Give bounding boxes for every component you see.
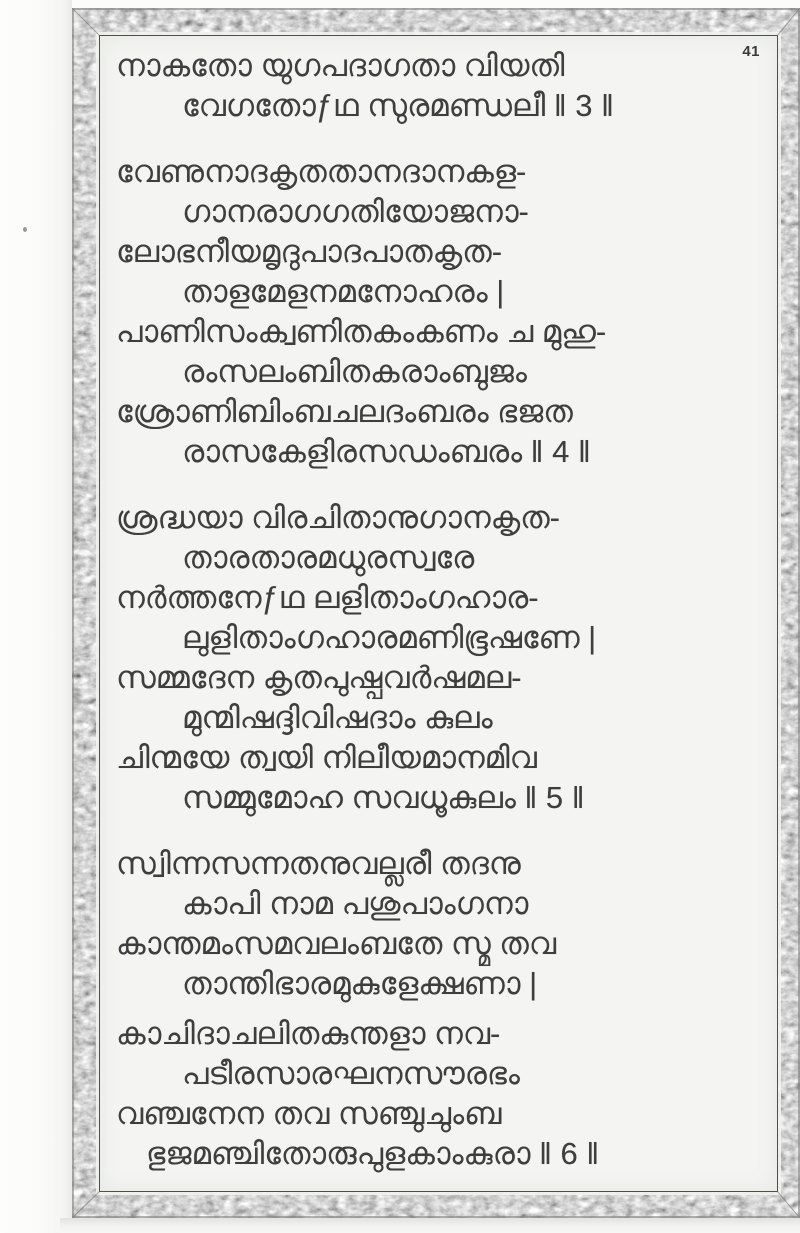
verse-line: ഗാനരാഗഗതിയോജനാ- <box>182 194 529 229</box>
verse-line: രംസലംബിതകരാംബുജം <box>182 354 527 389</box>
verse-line: ലോഭനീയമൃദുപാദപാതകൃത- <box>116 234 503 269</box>
verse-line: സ്വിന്നസന്നതനുവല്ലരീ തദനു <box>116 846 521 881</box>
scan-left-margin <box>0 0 72 1233</box>
verse-line: വേഗതോƒഥ സുരമണ്ഡലീ ‖ 3 ‖ <box>182 88 614 123</box>
verse-line: ലുളിതാംഗഹാരമണിഭൂഷണേ | <box>182 620 597 655</box>
scan-bottom-margin <box>60 1218 800 1233</box>
verse-line: പാണിസംക്വണിതകംകണം ച മുഹു- <box>116 314 607 349</box>
stanza <box>116 498 773 818</box>
verse-text-block <box>116 46 773 1200</box>
page-body <box>100 36 777 1191</box>
verse-line: നാകതോ യുഗപദാഗതാ വിയതി <box>116 48 565 83</box>
verse-line: മുന്മിഷദ്ദിവിഷദാം കുലം <box>182 700 493 735</box>
verse-line: ചിന്മയേ ത്വയി നിലീയമാനമിവ <box>116 740 537 775</box>
stanza <box>116 844 773 1174</box>
verse-line: രാസകേളിരസഡംബരം ‖ 4 ‖ <box>182 434 591 469</box>
stanza <box>116 152 773 472</box>
verse-line: കാപി നാമ പശുപാംഗനാ <box>182 886 529 921</box>
verse-line: വഞ്ചനേന തവ സഞ്ചുചുംബ <box>116 1096 502 1131</box>
verse-line: താരതാരമധുരസ്വരേ <box>182 540 475 575</box>
verse-line: സമ്മദേന കൃതപുഷ്പവർഷമല- <box>116 660 522 695</box>
verse-line: പടീരസാരഘനസൗരഭം <box>182 1056 520 1091</box>
verse-line: ഭുജമഞ്ചിതോരുപുളകാംകുരാ ‖ 6 ‖ <box>146 1136 600 1171</box>
verse-line: സമ്മുമോഹ സവധൂകുലം ‖ 5 ‖ <box>182 780 585 815</box>
scan-dust-speck <box>23 227 27 232</box>
verse-line: വേണുനാദകൃതതാനദാനകള- <box>116 154 527 189</box>
verse-line: താന്തിഭാരമുകുളേക്ഷണാ | <box>182 966 538 1001</box>
verse-line: ശ്രദ്ധയാ വിരചിതാനുഗാനകൃത- <box>116 500 560 535</box>
verse-line: ശ്രോണിബിംബചലദംബരം ഭജത <box>116 394 573 429</box>
verse-line: കാന്തമംസമവലംബതേ സ്മ തവ <box>116 926 557 961</box>
page-number: 41 <box>742 43 760 60</box>
verse-line: നർത്തനേƒഥ ലളിതാംഗഹാര- <box>116 580 539 615</box>
scan-top-margin <box>72 0 800 8</box>
stanza <box>116 46 773 126</box>
verse-line: കാചിദാചലിതകുന്തളാ നവ- <box>116 1016 501 1051</box>
verse-line: താളമേളനമനോഹരം | <box>182 274 505 309</box>
